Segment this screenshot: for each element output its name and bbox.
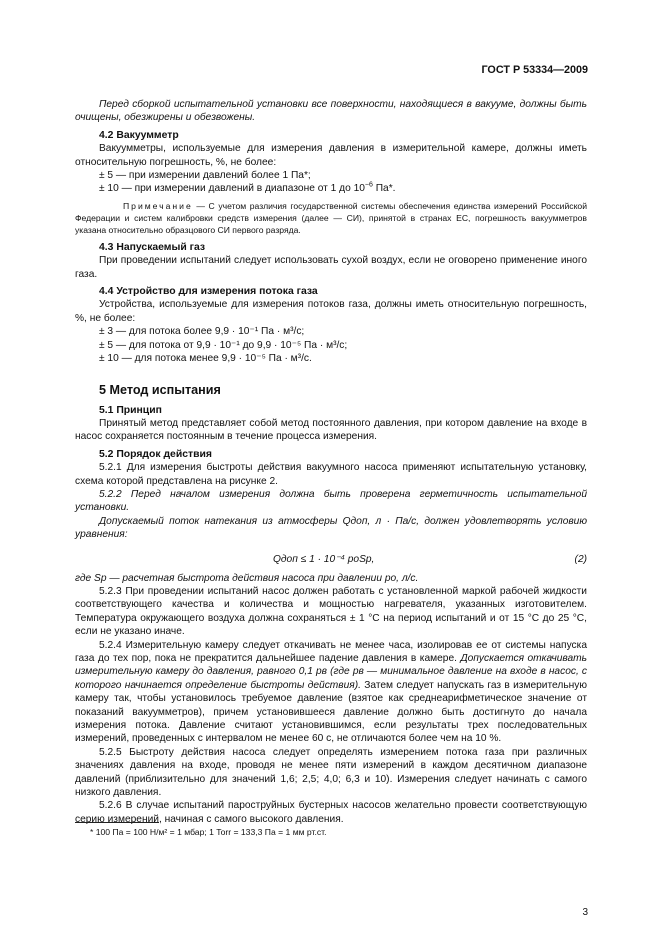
note-label: Примечание (123, 200, 193, 211)
paragraph-5-2-2: 5.2.2 Перед началом измерения должна быть проверена герметичность испытательной установки. (75, 488, 587, 514)
paragraph-5-2-1: 5.2.1 Для измерения быстроты действия вакуумного насоса применяют испытательную установку, схема которой представлена на рисунке 2. (75, 462, 587, 487)
list-item: ± 10 — при измерении давлений в диапазоне от 1 до $10^{-6}$ Па*. (99, 182, 396, 195)
section-4-2-heading: 4.2 Вакуумметр (99, 129, 179, 141)
standard-number: ГОСТ Р 53334—2009 (481, 64, 588, 76)
note: Примечание — С учетом различия государственной системы обеспечения единства измерений Российской Федерации и систем калибровки средств измерения (далее — СИ), принятой в странах ЕС, погрешность вакуумметров указана относительно образцового СИ первого разряда. (75, 200, 587, 235)
intro-paragraph: Перед сборкой испытательной установки все поверхности, находящиеся в вакууме, должны быть очищены, обезжирены и обезвожены. (75, 99, 587, 124)
section-5-1-text: Принятый метод представляет собой метод постоянного давления, при котором давление на входе в насос сохраняется постоянным в течение процесса измерения. (75, 417, 587, 443)
section-5-1-heading: 5.1 Принцип (99, 404, 162, 416)
page-content (75, 98, 587, 826)
section-4-3-text: При проведении испытаний следует использовать сухой воздух, если не оговорено применение иного газа. (75, 255, 587, 280)
section-4-4-text: Устройства, используемые для измерения потоков газа, должны иметь относительную погрешность, %, не более: (75, 299, 587, 324)
page-number: 3 (582, 907, 588, 918)
section-5-heading: 5 Метод испытания (99, 382, 221, 397)
section-4-4-heading: 4.4 Устройство для измерения потока газа (99, 286, 318, 298)
paragraph-5-2-2-condition: Допускаемый поток натекания из атмосферы Qдоп, л · Па/с, должен удовлетворять условию уравнения: (75, 515, 587, 541)
footnote: * 100 Па = 100 Н/м² = 1 мбар; 1 Torr = 133,3 Па = 1 мм рт.ст. (90, 827, 327, 837)
formula-where: где Sр — расчетная быстрота действия насоса при давлении pо, л/с. (75, 572, 419, 584)
section-5-2-heading: 5.2 Порядок действия (99, 448, 212, 460)
section-4-3-heading: 4.3 Напускаемый газ (99, 241, 206, 253)
section-4-2-text: Вакуумметры, используемые для измерения давления в измерительной камере, должны иметь относительную погрешность, %, не более: (75, 143, 587, 168)
list-item: ± 5 — при измерении давлений более 1 Па*; (99, 170, 311, 182)
list-item: ± 10 — для потока менее 9,9 · 10⁻⁵ Па · м³/с. (99, 353, 312, 365)
paragraph-5-2-6: 5.2.6 В случае испытаний пароструйных бустерных насосов желательно провести соответствующую серию измерений, начиная с самого высокого давления. (75, 800, 587, 825)
list-item: ± 5 — для потока от 9,9 · 10⁻¹ до 9,9 · 10⁻⁵ Па · м³/с; (99, 339, 348, 351)
paragraph-5-2-5: 5.2.5 Быстроту действия насоса следует определять измерением потока газа при различных значениях давления на входе, проводя не менее пяти измерений в каждом десятичном диапазоне давлений (приблизительно для значений 1,6; 2,5; 4,0; 6,3 и 10). Измерения следует начинать с самого низкого давления. (75, 746, 587, 799)
formula-2 (75, 550, 587, 570)
paragraph-5-2-3: 5.2.3 При проведении испытаний насос должен работать с установленной маркой рабочей жидкости соответствующего качества и количества и мощностью нагревателя, указанных изготовителем. Температура окружающего воздуха должна сохраняться ± 1 °С на период испытаний и от 15 °С до 25 °С, если не указано иначе. (75, 585, 587, 638)
formula-expression: Qдоп ≤ 1 · 10⁻⁴ pоSр, (273, 553, 375, 565)
list-item: ± 3 — для потока более 9,9 · 10⁻¹ Па · м³/с; (99, 326, 305, 338)
footnote-divider (75, 822, 159, 823)
formula-number: (2) (574, 553, 587, 565)
paragraph-5-2-4: 5.2.4 Измерительную камеру следует откачивать не менее часа, изолировав ее от системы напуска газа до тех пор, пока не прекратится дальнейшее падение давления в камере. Допускается откачивать измерительную камеру до давления, равного 0,1 pв (где pв — минимальное давление на входе в насос, с которого начинается определение быстроты действия). Затем следует напускать газ в измерительную камеру так, чтобы установилось требуемое давление (взятое как среднеарифметическое значение от показаний вакуумметров), причем установившееся давление должно быть достигнуто до начала измерения потока. Давление считают установившимся, если результаты трех последовательных измерений, проведенных с интервалом не менее 60 с, не отличаются более чем на 10 %. (75, 639, 588, 745)
